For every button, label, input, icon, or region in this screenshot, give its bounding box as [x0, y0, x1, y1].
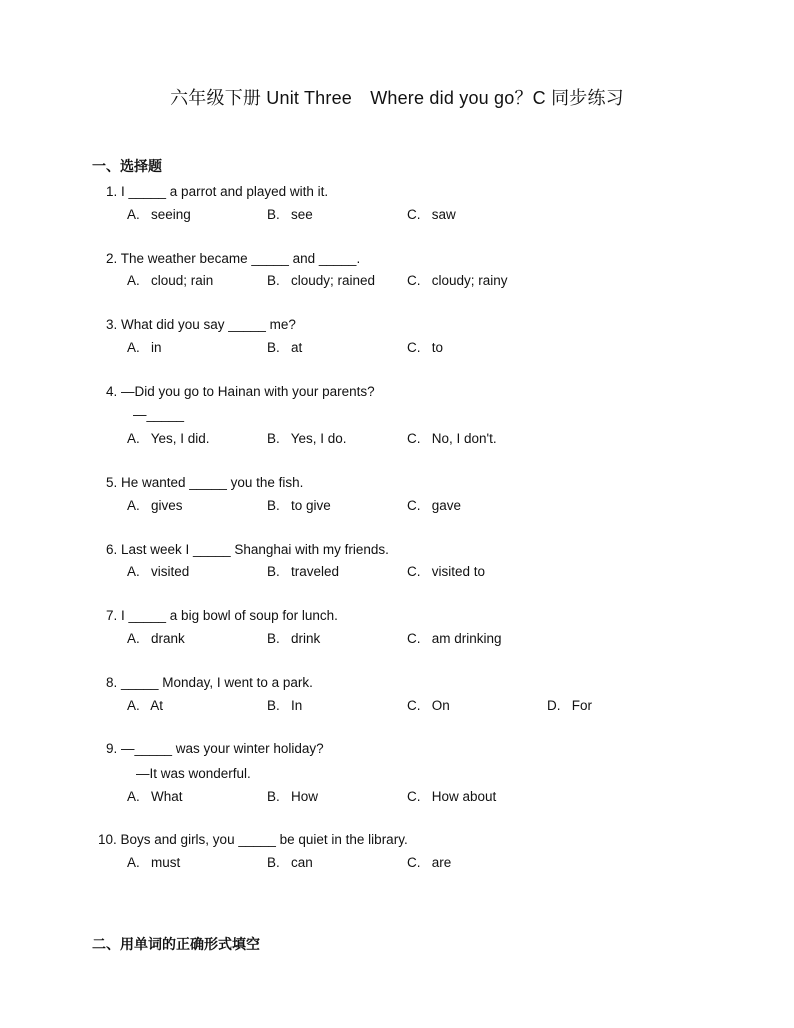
option-d[interactable]: D. For [547, 698, 593, 713]
option-b[interactable]: B. traveled [267, 564, 340, 579]
option-a[interactable]: A. Yes, I did. [127, 431, 210, 446]
question-stem: 9. —_____ was your winter holiday? [106, 741, 324, 756]
section-heading-multiple-choice: 一、选择题 [92, 158, 162, 174]
page-title: 六年级下册 Unit Three Where did you go？C 同步练习 [170, 88, 624, 108]
option-b[interactable]: B. drink [267, 631, 321, 646]
option-a[interactable]: A. What [127, 789, 183, 804]
option-c[interactable]: C. No, I don't. [407, 431, 497, 446]
option-b[interactable]: B. How [267, 789, 319, 804]
option-a[interactable]: A. in [127, 340, 162, 355]
option-a[interactable]: A. cloud; rain [127, 273, 214, 288]
question-stem: 7. I _____ a big bowl of soup for lunch. [106, 608, 338, 623]
question-stem: 6. Last week I _____ Shanghai with my friends. [106, 542, 389, 557]
answer-dialogue-line: —It was wonderful. [136, 766, 251, 781]
question-stem: 8. _____ Monday, I went to a park. [106, 675, 313, 690]
option-b[interactable]: B. see [267, 207, 313, 222]
section-heading-word-forms: 二、用单词的正确形式填空 [92, 936, 260, 952]
option-a[interactable]: A. visited [127, 564, 190, 579]
option-a[interactable]: A. drank [127, 631, 185, 646]
question-stem: 4. —Did you go to Hainan with your parents? [106, 384, 375, 399]
option-c[interactable]: C. On [407, 698, 450, 713]
option-a[interactable]: A. seeing [127, 207, 191, 222]
option-a[interactable]: A. At [127, 698, 164, 713]
option-c[interactable]: C. cloudy; rainy [407, 273, 508, 288]
answer-dialogue-line: —_____ [133, 407, 185, 422]
option-c[interactable]: C. gave [407, 498, 462, 513]
question-stem: 3. What did you say _____ me? [106, 317, 296, 332]
option-b[interactable]: B. In [267, 698, 303, 713]
option-b[interactable]: B. Yes, I do. [267, 431, 347, 446]
option-c[interactable]: C. to [407, 340, 444, 355]
option-b[interactable]: B. cloudy; rained [267, 273, 376, 288]
option-c[interactable]: C. How about [407, 789, 497, 804]
option-b[interactable]: B. to give [267, 498, 331, 513]
option-c[interactable]: C. saw [407, 207, 456, 222]
option-b[interactable]: B. can [267, 855, 313, 870]
option-c[interactable]: C. visited to [407, 564, 486, 579]
question-stem: 1. I _____ a parrot and played with it. [106, 184, 329, 199]
question-stem: 10. Boys and girls, you _____ be quiet in the library. [98, 832, 408, 847]
option-b[interactable]: B. at [267, 340, 303, 355]
option-c[interactable]: C. are [407, 855, 452, 870]
option-a[interactable]: A. gives [127, 498, 183, 513]
option-a[interactable]: A. must [127, 855, 181, 870]
question-stem: 2. The weather became _____ and _____. [106, 251, 361, 266]
option-c[interactable]: C. am drinking [407, 631, 502, 646]
question-stem: 5. He wanted _____ you the fish. [106, 475, 304, 490]
